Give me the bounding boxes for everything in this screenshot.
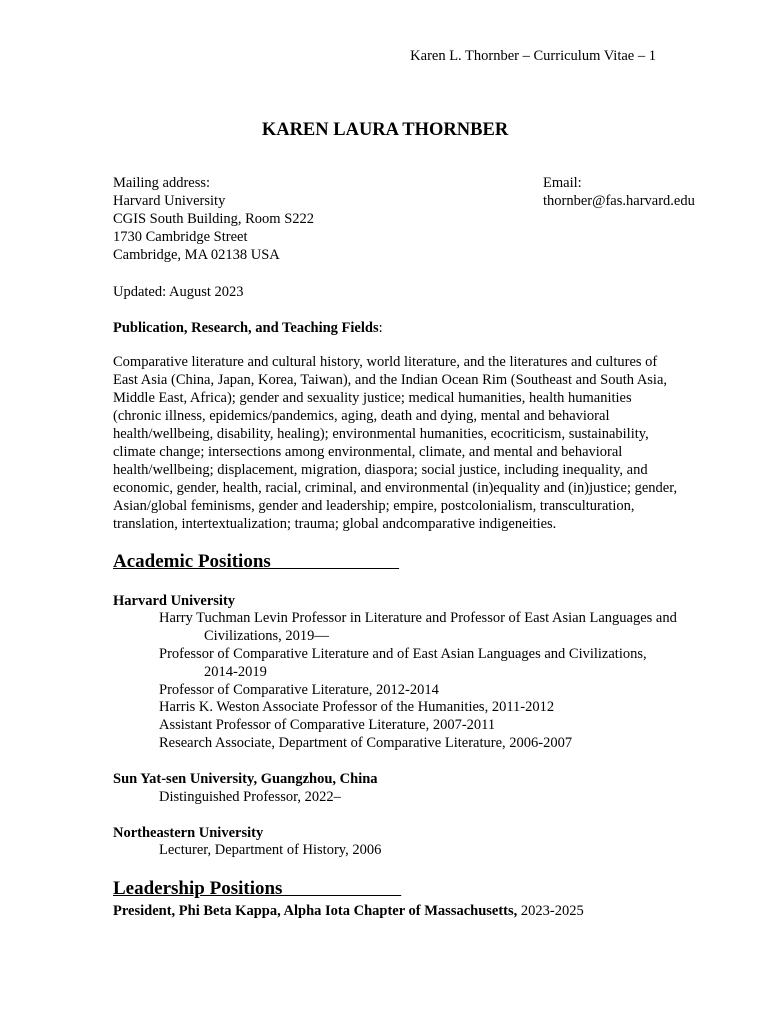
position-entry: Assistant Professor of Comparative Literature, 2007-2011 (159, 717, 496, 733)
institution-harvard: Harvard University (113, 593, 236, 609)
email-address: thornber@fas.harvard.edu (543, 193, 695, 209)
position-entry: Research Associate, Department of Comparative Literature, 2006-2007 (159, 735, 573, 751)
section-heading-leadership-positions: Leadership Positions (113, 878, 402, 899)
email-label: Email: (543, 175, 582, 191)
paragraph-line: Comparative literature and cultural history, world literature, and the literatures and cultures of (113, 354, 658, 370)
fields-heading-colon: : (378, 320, 383, 336)
position-entry (159, 645, 647, 681)
running-header: Karen L. Thornber – Curriculum Vitae – 1 (410, 48, 656, 64)
institution-sun-yat-sen: Sun Yat-sen University, Guangzhou, China (113, 771, 378, 787)
paragraph-line: economic, gender, health, racial, criminal, and environmental (in)equality and (in)justice; gender, (113, 480, 678, 496)
section-heading-academic-positions: Academic Positions (113, 551, 400, 572)
paragraph-line: East Asia (China, Japan, Korea, Taiwan), and the Indian Ocean Rim (Southeast and South Asia, (113, 372, 668, 388)
mailing-address-label: Mailing address: (113, 175, 211, 191)
paragraph-line: (chronic illness, epidemics/pandemics, aging, death and dying, mental and behavioral (113, 408, 610, 424)
fields-paragraph (113, 353, 713, 533)
paragraph-line: translation, intertextualization; trauma; global andcomparative indigeneities. (113, 516, 557, 532)
fields-heading (113, 319, 383, 337)
address-line: Harvard University (113, 193, 226, 209)
fields-heading-text: Publication, Research, and Teaching Fields (113, 320, 379, 336)
paragraph-line: climate change; intersections among environmental, climate, and mental and behavioral (113, 444, 623, 460)
position-entry (159, 609, 677, 645)
email-block (543, 174, 695, 210)
leadership-dates: 2023-2025 (517, 903, 584, 919)
mailing-address-block (113, 174, 314, 264)
leadership-role: President, Phi Beta Kappa, Alpha Iota Chapter of Massachusetts, (113, 903, 518, 919)
paragraph-line: health/wellbeing, disability, healing); environmental humanities, ecocriticism, sustainability, (113, 426, 649, 442)
leadership-entry (113, 902, 584, 920)
institution-northeastern: Northeastern University (113, 825, 264, 841)
address-line: CGIS South Building, Room S222 (113, 211, 315, 227)
position-text: Harry Tuchman Levin Professor in Literature and Professor of East Asian Languages and (159, 610, 677, 626)
position-text-continued: 2014-2019 (204, 664, 267, 680)
updated-date: Updated: August 2023 (113, 284, 244, 300)
position-entry: Lecturer, Department of History, 2006 (159, 842, 382, 858)
address-line: Cambridge, MA 02138 USA (113, 247, 280, 263)
page-title: KAREN LAURA THORNBER (261, 120, 509, 140)
address-line: 1730 Cambridge Street (113, 229, 248, 245)
position-entry: Distinguished Professor, 2022– (159, 789, 341, 805)
position-entry: Professor of Comparative Literature, 2012-2014 (159, 682, 439, 698)
paragraph-line: health/wellbeing; displacement, migration, diaspora; social justice, including inequality, and (113, 462, 648, 478)
position-text: Professor of Comparative Literature and of East Asian Languages and Civilizations, (159, 646, 647, 662)
position-text-continued: Civilizations, 2019— (204, 628, 329, 644)
paragraph-line: Asian/global feminisms, gender and leadership; empire, postcolonialism, transculturation, (113, 498, 635, 514)
paragraph-line: Middle East, Africa); gender and sexuality justice; medical humanities, health humanities (113, 390, 632, 406)
position-entry: Harris K. Weston Associate Professor of the Humanities, 2011-2012 (159, 699, 555, 715)
